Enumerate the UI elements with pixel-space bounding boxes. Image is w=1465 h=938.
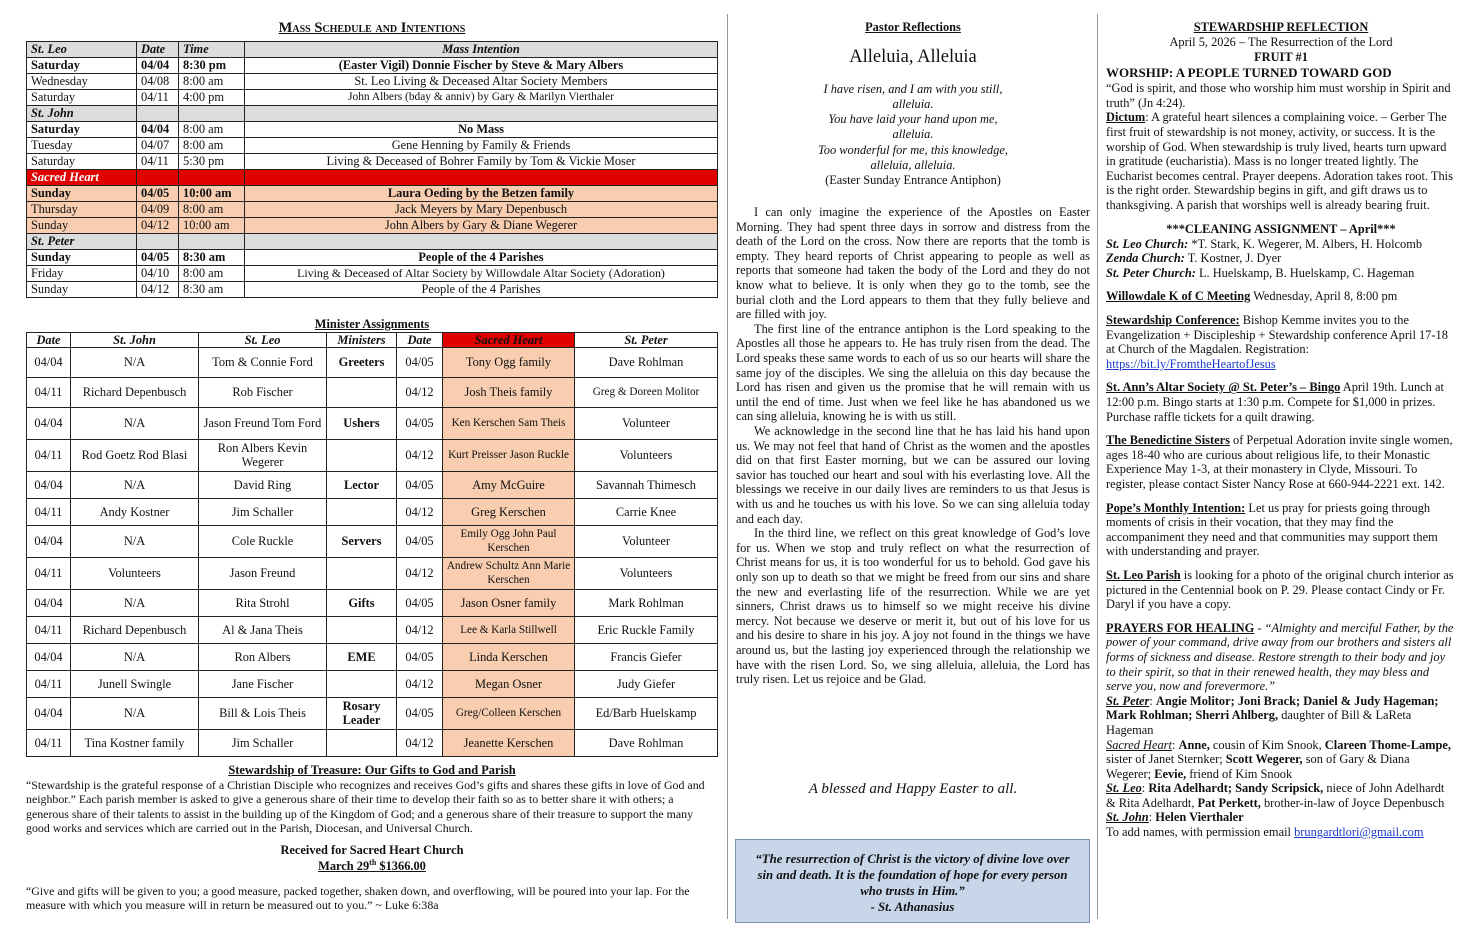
cleaning-text: *T. Stark, K. Wegerer, M. Albers, H. Holcomb: [1188, 236, 1423, 251]
minister-cell: Tony Ogg family: [443, 347, 575, 377]
minister-cell: Ed/Barb Huelskamp: [575, 697, 718, 729]
minister-cell: Savannah Thimesch: [575, 471, 718, 498]
names-note: daughter of Bill & LaReta Hageman: [1106, 708, 1412, 737]
minister-cell: Greg Kerschen: [443, 498, 575, 525]
minister-cell: Dave Rohlman: [575, 347, 718, 377]
stewardship-title: STEWARDSHIP REFLECTION: [1193, 20, 1369, 34]
registration-link[interactable]: https://bit.ly/FromtheHeartofJesus: [1106, 356, 1276, 371]
mass-day: Thursday: [27, 201, 137, 217]
pastor-paragraph: I can only imagine the experience of the Apostles on Easter Morning. They had spent three days in sorrow and distress from the death of the Lord on the cross. Now there are reports that the tomb is empty. They heard reports of Christ appearing to people as well as reports that someone had taken the body of the Lord and they do not know what to believe. It is only when they go to the tomb, see the burial cloth and the Lord appears to them that they fully believe and are filled with joy.: [736, 205, 1090, 322]
email-link[interactable]: brungardtlori@gmail.com: [1294, 825, 1424, 840]
names-note: sister of Janet Sternker;: [1106, 752, 1226, 767]
benedictine-label: The Benedictine Sisters: [1106, 433, 1230, 448]
minister-cell: N/A: [71, 697, 199, 729]
pastor-paragraph: In the third line, we reflect on this great knowledge of God’s love for us. When we stop and truly reflect on what the resurrection of Christ means for us, it is too wonderful for us to behold. God gave his only son up to death so that we might be freed from our sins and share the new and everlasting life of the resurrection. While we are yet sinners, Christ draws us to himself so we might receive his divine mercy. Not because we deserve or merit it, but out of his love for us and his desire to share in his joy. A joy not found in the things we have around us, but the lasting joy experienced through the relationship we have with the risen Lord. So, we sing alleluia, alleluia, the Lord has truly risen. Let us rejoice and be Glad.: [736, 526, 1090, 687]
antiphon-line: You have laid your hand upon me,: [828, 112, 998, 127]
prayers-text: “Almighty and merciful Father, by the power of your command, drive away from our brothers and sisters all forms of sickness and disease. Restore strength to their body and joy to their spirit, so that in their renewed health, they may bless and serve you, now and forevermore.”: [1106, 620, 1454, 694]
minister-cell: Amy McGuire: [443, 471, 575, 498]
minister-cell: Eric Ruckle Family: [575, 616, 718, 643]
column-divider: [1097, 14, 1098, 919]
header-st-leo: St. Leo: [27, 41, 137, 57]
minister-cell: 04/12: [397, 439, 443, 471]
minister-cell: 04/12: [397, 616, 443, 643]
scripture: “God is spirit, and those who worship him must worship in Spirit and truth” (Jn 4:24).: [1106, 81, 1451, 110]
minister-cell: [327, 498, 397, 525]
mass-row: [27, 121, 718, 137]
mass-time: 8:00 am: [179, 73, 245, 89]
minister-cell: 04/05: [397, 589, 443, 616]
mass-intention: John Albers (bday & anniv) by Gary & Marilyn Vierthaler: [245, 89, 718, 105]
received-line: [26, 858, 718, 874]
minister-cell: [327, 439, 397, 471]
minister-cell: Volunteers: [575, 557, 718, 589]
minister-cell: 04/11: [27, 616, 71, 643]
easter-closing: A blessed and Happy Easter to all.: [808, 781, 1018, 797]
mass-date: 04/11: [137, 89, 179, 105]
minister-cell: 04/04: [27, 697, 71, 729]
minister-cell: 04/05: [397, 643, 443, 670]
athanasius-quote-box: [735, 839, 1090, 923]
minister-cell: 04/11: [27, 557, 71, 589]
mass-day: Sunday: [27, 281, 137, 297]
minister-row: [27, 697, 718, 729]
mass-row: [27, 153, 718, 169]
leo-label: St. Leo Parish: [1106, 567, 1181, 582]
minister-cell: Jason Freund Tom Ford: [199, 407, 327, 439]
minister-cell: 04/04: [27, 643, 71, 670]
names: Angie Molitor; Joni Brack; Daniel & Judy Hageman; Mark Rohlman; Sherri Ahlberg,: [1106, 693, 1439, 723]
kofc-label: Willowdale K of C Meeting: [1106, 289, 1251, 304]
received-title: Received for Sacred Heart Church: [280, 843, 464, 858]
header-intention: Mass Intention: [245, 41, 718, 57]
mass-row: [27, 185, 718, 201]
minister-cell: [327, 616, 397, 643]
mass-date: 04/09: [137, 201, 179, 217]
parish-label: St. Peter: [1106, 693, 1150, 708]
received-date: March 29: [318, 859, 370, 874]
prayer-list-st-leo: St. Leo: Rita Adelhardt; Sandy Scripsick, niece of John Adelhardt & Rita Adelhardt, Pat Perkett, brother-in-law of Joyce Depenbusch: [1106, 781, 1445, 810]
parish-row-st-john: [27, 105, 718, 121]
prayers-for-healing: [1106, 621, 1456, 694]
minister-cell: 04/05: [397, 697, 443, 729]
minister-cell: N/A: [71, 347, 199, 377]
bingo-text: April 19th. Lunch at 12:00 p.m. Bingo starts at 1:30 p.m. Compete for $1,000 in prizes. Purchase raffle tickets for a quilt drawing.: [1106, 380, 1444, 424]
minister-cell: Servers: [327, 525, 397, 557]
antiphon-line: alleluia.: [892, 127, 934, 142]
parish-label: St. Leo: [1106, 781, 1142, 796]
prayer-list-sacred-heart: Sacred Heart: Anne, cousin of Kim Snook, Clareen Thome-Lampe, sister of Janet Sternker; Scott Wegerer, son of Gary & Diana Wegerer; Eevie, friend of Kim Snook: [1106, 737, 1451, 781]
minister-cell: Richard Depenbusch: [71, 377, 199, 407]
mass-date: 04/08: [137, 73, 179, 89]
mass-intention: No Mass: [245, 121, 718, 137]
cleaning-item: [1106, 237, 1456, 252]
names-note: brother-in-law of Joyce Depenbusch: [1260, 795, 1445, 810]
minister-cell: Megan Osner: [443, 670, 575, 697]
worship-heading: WORSHIP: A PEOPLE TURNED TOWARD GOD: [1106, 65, 1392, 81]
minister-cell: Josh Theis family: [443, 377, 575, 407]
minister-cell: Tina Kostner family: [71, 729, 199, 756]
parish-label: Sacred Heart: [27, 169, 137, 185]
minister-row: [27, 407, 718, 439]
names-note: cousin of Kim Snook,: [1209, 737, 1325, 752]
minister-row: [27, 525, 718, 557]
minister-row: [27, 557, 718, 589]
minister-cell: Kurt Preisser Jason Ruckle: [443, 439, 575, 471]
mass-intention: Laura Oeding by the Betzen family: [245, 185, 718, 201]
leo-photo-notice: [1106, 568, 1456, 612]
minister-cell: 04/04: [27, 407, 71, 439]
min-header: St. Leo: [199, 332, 327, 347]
conf-text: Bishop Kemme invites you to the Evangelization + Discipleship + Stewardship conference April 17-18 at Church of the Magdalen. Registration:: [1106, 313, 1448, 357]
minister-cell: 04/05: [397, 347, 443, 377]
minister-cell: [327, 670, 397, 697]
mass-schedule-table: [26, 41, 718, 298]
minister-cell: 04/12: [397, 729, 443, 756]
mass-time: 8:30 am: [179, 249, 245, 265]
mass-row: [27, 281, 718, 297]
mass-date: 04/12: [137, 281, 179, 297]
names: Helen Vierthaler: [1155, 810, 1244, 825]
mass-intention: Jack Meyers by Mary Depenbusch: [245, 201, 718, 217]
cleaning-item: [1106, 251, 1456, 266]
minister-cell: 04/04: [27, 525, 71, 557]
antiphon-source: (Easter Sunday Entrance Antiphon): [825, 172, 1001, 187]
parish-label: Sacred Heart: [1106, 737, 1172, 752]
mass-time: 8:00 am: [179, 137, 245, 153]
quote-author: - St. Athanasius: [870, 900, 955, 914]
header-time: Time: [179, 41, 245, 57]
add-names-line: [1106, 825, 1456, 840]
mass-row: [27, 137, 718, 153]
minister-cell: 04/05: [397, 471, 443, 498]
kofc-notice: [1106, 289, 1456, 304]
cleaning-label: St. Leo Church:: [1106, 236, 1189, 251]
minister-cell: N/A: [71, 525, 199, 557]
minister-cell: Jim Schaller: [199, 498, 327, 525]
quote-text: “The resurrection of Christ is the victory of divine love over sin and death. It is the foundation of hope for every person who trusts in Him.”: [755, 852, 1070, 898]
mass-time: 5:30 pm: [179, 153, 245, 169]
mass-intention: John Albers by Gary & Diane Wegerer: [245, 217, 718, 233]
cleaning-label: Zenda Church:: [1106, 251, 1185, 266]
minister-cell: Jason Freund: [199, 557, 327, 589]
minister-cell: EME: [327, 643, 397, 670]
minister-cell: 04/04: [27, 471, 71, 498]
minister-cell: Dave Rohlman: [575, 729, 718, 756]
minister-cell: 04/12: [397, 557, 443, 589]
names: Clareen Thome-Lampe,: [1324, 737, 1451, 752]
cleaning-title: ***CLEANING ASSIGNMENT – April***: [1166, 221, 1396, 236]
mass-row: [27, 57, 718, 73]
parish-row-st-peter: [27, 233, 718, 249]
minister-cell: Ron Albers Kevin Wegerer: [199, 439, 327, 471]
mass-day: Sunday: [27, 249, 137, 265]
column-divider: [727, 14, 728, 919]
names: Scott Wegerer,: [1225, 752, 1303, 767]
pastor-heading: Alleluia, Alleluia: [849, 47, 977, 68]
mass-date: 04/04: [137, 57, 179, 73]
names-note: friend of Kim Snook: [1186, 766, 1293, 781]
mass-day: Saturday: [27, 153, 137, 169]
treasure-text: “Stewardship is the grateful response of a Christian Disciple who recognizes and receives God’s gifts and shares these gifts in love of God and neighbor.” Each parish member is asked to give a generous share of their time to develop their faith so as to better share it with others; a generous share of their talents to assist in the building up of the Kingdom of God; and a generous share of their treasure to support the many good works and services which are carried out in the Parish, Diocesan, and Universal Church.: [26, 777, 705, 835]
pope-label: Pope’s Monthly Intention:: [1106, 500, 1246, 515]
minister-cell: Bill & Lois Theis: [199, 697, 327, 729]
prayers-label: PRAYERS FOR HEALING: [1106, 620, 1255, 635]
minister-cell: Volunteers: [575, 439, 718, 471]
cleaning-item: [1106, 266, 1456, 281]
bingo-label: St. Ann’s Altar Society @ St. Peter’s – Bingo: [1106, 380, 1341, 395]
minister-cell: Jim Schaller: [199, 729, 327, 756]
minister-cell: 04/12: [397, 670, 443, 697]
antiphon-line: alleluia.: [892, 96, 934, 111]
min-header: Sacred Heart: [443, 332, 575, 347]
minister-cell: Volunteer: [575, 525, 718, 557]
minister-cell: Francis Giefer: [575, 643, 718, 670]
minister-cell: Rob Fischer: [199, 377, 327, 407]
mass-day: Sunday: [27, 185, 137, 201]
mass-date: 04/05: [137, 185, 179, 201]
minister-cell: Junell Swingle: [71, 670, 199, 697]
minister-cell: Cole Ruckle: [199, 525, 327, 557]
minister-cell: Volunteer: [575, 407, 718, 439]
mass-intention: (Easter Vigil) Donnie Fischer by Steve & Mary Albers: [245, 57, 718, 73]
cleaning-text: T. Kostner, J. Dyer: [1184, 251, 1282, 266]
minister-cell: Andrew Schultz Ann Marie Kerschen: [443, 557, 575, 589]
minister-cell: Al & Jana Theis: [199, 616, 327, 643]
benedictine-text: of Perpetual Adoration invite single women, ages 18-40 who are curious about religious life, to their Monastic Experience May 1-3, at their monastery in Clyde, Missouri. To register, please contact Sister Nancy Rose at 660-944-2221 ext. 142.: [1106, 433, 1453, 492]
minister-cell: 04/11: [27, 377, 71, 407]
minister-cell: 04/11: [27, 729, 71, 756]
minister-cell: Tom & Connie Ford: [199, 347, 327, 377]
cleaning-label: St. Peter Church:: [1106, 265, 1196, 280]
mass-date: 04/07: [137, 137, 179, 153]
mass-row: [27, 217, 718, 233]
mass-day: Tuesday: [27, 137, 137, 153]
minister-row: [27, 729, 718, 756]
names: Pat Perkett,: [1197, 795, 1261, 810]
conf-label: Stewardship Conference:: [1106, 313, 1240, 328]
received-amount: $1366.00: [379, 859, 426, 874]
received-sup: th: [369, 858, 377, 868]
mass-day: Friday: [27, 265, 137, 281]
minister-cell: Ron Albers: [199, 643, 327, 670]
minister-assignments-title: Minister Assignments: [314, 316, 430, 331]
min-header: Date: [397, 332, 443, 347]
mass-header-row: [27, 41, 718, 57]
minister-cell: Ushers: [327, 407, 397, 439]
min-header: Date: [27, 332, 71, 347]
minister-cell: Richard Depenbusch: [71, 616, 199, 643]
minister-cell: Jason Osner family: [443, 589, 575, 616]
mass-day: Sunday: [27, 217, 137, 233]
minister-cell: Greeters: [327, 347, 397, 377]
min-header: Ministers: [327, 332, 397, 347]
minister-cell: Carrie Knee: [575, 498, 718, 525]
mass-day: Saturday: [27, 57, 137, 73]
left-column: [26, 14, 718, 912]
minister-cell: 04/11: [27, 498, 71, 525]
minister-cell: 04/04: [27, 347, 71, 377]
names: Eevie,: [1154, 766, 1187, 781]
right-column: [1106, 14, 1456, 840]
minister-cell: Linda Kerschen: [443, 643, 575, 670]
minister-cell: N/A: [71, 589, 199, 616]
minister-cell: [327, 557, 397, 589]
mass-day: Saturday: [27, 121, 137, 137]
names-note: son of Gary & Diana Wegerer;: [1106, 752, 1410, 781]
benedictine-notice: [1106, 433, 1456, 491]
parish-label: St. John: [27, 105, 137, 121]
minister-row: [27, 377, 718, 407]
minister-cell: Lector: [327, 471, 397, 498]
pope-text: Let us pray for priests going through moments of crisis in their vocation, that they may find the accompaniment they need and that communities may support them with understanding and prayer.: [1106, 500, 1438, 559]
minister-cell: 04/12: [397, 377, 443, 407]
minister-cell: Rod Goetz Rod Blasi: [71, 439, 199, 471]
minister-cell: 04/12: [397, 498, 443, 525]
minister-cell: N/A: [71, 643, 199, 670]
minister-cell: 04/11: [27, 670, 71, 697]
minister-cell: N/A: [71, 407, 199, 439]
mass-intention: St. Leo Living & Deceased Altar Society Members: [245, 73, 718, 89]
mass-day: Wednesday: [27, 73, 137, 89]
minister-cell: Gifts: [327, 589, 397, 616]
minister-row: [27, 589, 718, 616]
minister-row: [27, 498, 718, 525]
mass-time: 10:00 am: [179, 217, 245, 233]
minister-cell: David Ring: [199, 471, 327, 498]
stewardship-date: April 5, 2026 – The Resurrection of the Lord: [1169, 35, 1393, 50]
mass-intention: Living & Deceased of Bohrer Family by Tom & Vickie Moser: [245, 153, 718, 169]
names: Anne,: [1178, 737, 1210, 752]
minister-cell: [327, 729, 397, 756]
minister-row: [27, 439, 718, 471]
cleaning-text: L. Huelskamp, B. Huelskamp, C. Hageman: [1195, 265, 1415, 280]
mass-row: [27, 201, 718, 217]
luke-quote: “Give and gifts will be given to you; a good measure, packed together, shaken down, and overflowing, will be poured into your lap. For the measure with which you measure will in return be measured out to you.” ~ Luke 6:38a: [26, 883, 690, 912]
parish-label: St. Peter: [27, 233, 137, 249]
minister-cell: Andy Kostner: [71, 498, 199, 525]
minister-cell: Rita Strohl: [199, 589, 327, 616]
mass-row: [27, 89, 718, 105]
minister-cell: N/A: [71, 471, 199, 498]
minister-table: [26, 332, 718, 757]
treasure-title: Stewardship of Treasure: Our Gifts to God and Parish: [228, 762, 516, 777]
mass-day: Saturday: [27, 89, 137, 105]
min-header: St. Peter: [575, 332, 718, 347]
mass-row: [27, 249, 718, 265]
mass-row: [27, 265, 718, 281]
header-date: Date: [137, 41, 179, 57]
prayer-list-st-john: St. John: Helen Vierthaler: [1106, 810, 1244, 825]
parish-row-sacred-heart: [27, 169, 718, 185]
minister-cell: Jeanette Kerschen: [443, 729, 575, 756]
pastor-title: Pastor Reflections: [865, 20, 961, 34]
minister-cell: [327, 377, 397, 407]
conference-notice: [1106, 313, 1456, 371]
minister-cell: Mark Rohlman: [575, 589, 718, 616]
fruit-label: FRUIT #1: [1254, 50, 1308, 65]
minister-cell: Ken Kerschen Sam Theis: [443, 407, 575, 439]
minister-header-row: [27, 332, 718, 347]
pastor-paragraph: The first line of the entrance antiphon is the Lord speaking to the Apostles all those he appears to. He has truly risen from the dead. The Lord speaks these same words to each of us so our hearts will share the same joy of the disciples. We sing the alleluia on this day because the Lord has risen and given us the promise that he will remain with us until the end of time. Just when we feel like he has abandoned us we can sing alleluia, knowing he is with us still.: [736, 321, 1090, 424]
mass-intention: Living & Deceased of Altar Society by Willowdale Altar Society (Adoration): [245, 265, 718, 281]
minister-cell: Greg & Doreen Molitor: [575, 377, 718, 407]
mass-intention: People of the 4 Parishes: [245, 249, 718, 265]
mass-date: 04/11: [137, 153, 179, 169]
mass-date: 04/05: [137, 249, 179, 265]
prayers-dash: -: [1254, 620, 1265, 635]
pastor-paragraph: We acknowledge in the second line that he has laid his hand upon us. We may not feel that hand of Christ as the women and the apostles did on that first Easter morning, but we can be assured our loving savior has touched our heart and soul with his everlasting love. All the blessings we receive in our daily lives are reminders to us that Jesus is with us and he touches us with his love. So we can sing alleluia today and each day.: [736, 424, 1090, 526]
antiphon-line: Too wonderful for me, this knowledge,: [818, 142, 1008, 157]
minister-cell: 04/05: [397, 407, 443, 439]
antiphon: [736, 82, 1090, 188]
mass-row: [27, 73, 718, 89]
minister-cell: Judy Giefer: [575, 670, 718, 697]
mass-time: 4:00 pm: [179, 89, 245, 105]
minister-cell: Greg/Colleen Kerschen: [443, 697, 575, 729]
kofc-text: Wednesday, April 8, 8:00 pm: [1250, 289, 1398, 304]
antiphon-line: I have risen, and I am with you still,: [823, 81, 1003, 96]
minister-cell: Lee & Karla Stillwell: [443, 616, 575, 643]
antiphon-line: alleluia, alleluia.: [870, 157, 956, 172]
mass-time: 10:00 am: [179, 185, 245, 201]
minister-cell: Rosary Leader: [327, 697, 397, 729]
minister-row: [27, 670, 718, 697]
minister-row: [27, 643, 718, 670]
minister-row: [27, 471, 718, 498]
minister-row: [27, 616, 718, 643]
names: Rita Adelhardt; Sandy Scripsick,: [1148, 781, 1324, 796]
minister-cell: Jane Fischer: [199, 670, 327, 697]
dictum-text: : A grateful heart silences a complaining voice. – Gerber The first fruit of stewardship is not money, activity, or success. It is the worship of God. When stewardship is truly lived, hearts turn upward in gratitude (eucharistia). Mass is no longer treated lightly. The Eucharist becomes central. Prayer deepens. Adoration takes root. This is the right order. Stewardship begins in gift, and gift draws us to thanksgiving. A parish that worships well is already bearing fruit.: [1106, 110, 1453, 212]
prayer-list-st-peter: St. Peter: Angie Molitor; Joni Brack; Daniel & Judy Hageman; Mark Rohlman; Sherri Ahlberg, daughter of Bill & LaReta Hageman: [1106, 693, 1439, 737]
leo-text: is looking for a photo of the original church interior as pictured in the Centennial book on P. 29. Please contact Cindy or Fr. Daryl if you have a copy.: [1106, 567, 1454, 612]
mass-time: 8:30 pm: [179, 57, 245, 73]
dictum: [1106, 110, 1456, 212]
mass-time: 8:00 am: [179, 265, 245, 281]
mass-intention: Gene Henning by Family & Friends: [245, 137, 718, 153]
mass-time: 8:00 am: [179, 201, 245, 217]
names-note: niece of John Adelhardt & Rita Adelhardt,: [1106, 781, 1445, 810]
minister-cell: 04/11: [27, 439, 71, 471]
mass-date: 04/04: [137, 121, 179, 137]
middle-column: [736, 14, 1090, 797]
minister-cell: Volunteers: [71, 557, 199, 589]
min-header: St. John: [71, 332, 199, 347]
pope-intention: [1106, 501, 1456, 559]
mass-date: 04/12: [137, 217, 179, 233]
mass-time: 8:30 am: [179, 281, 245, 297]
bingo-notice: [1106, 380, 1456, 424]
pastor-body: [736, 205, 1090, 687]
minister-cell: Emily Ogg John Paul Kerschen: [443, 525, 575, 557]
parish-label: St. John: [1106, 810, 1149, 825]
mass-date: 04/10: [137, 265, 179, 281]
minister-cell: 04/04: [27, 589, 71, 616]
mass-time: 8:00 am: [179, 121, 245, 137]
minister-cell: 04/05: [397, 525, 443, 557]
minister-row: [27, 347, 718, 377]
add-names-text: To add names, with permission email: [1106, 825, 1295, 840]
dictum-label: Dictum: [1106, 110, 1146, 125]
mass-schedule-title: Mass Schedule and Intentions: [278, 20, 466, 36]
mass-intention: People of the 4 Parishes: [245, 281, 718, 297]
